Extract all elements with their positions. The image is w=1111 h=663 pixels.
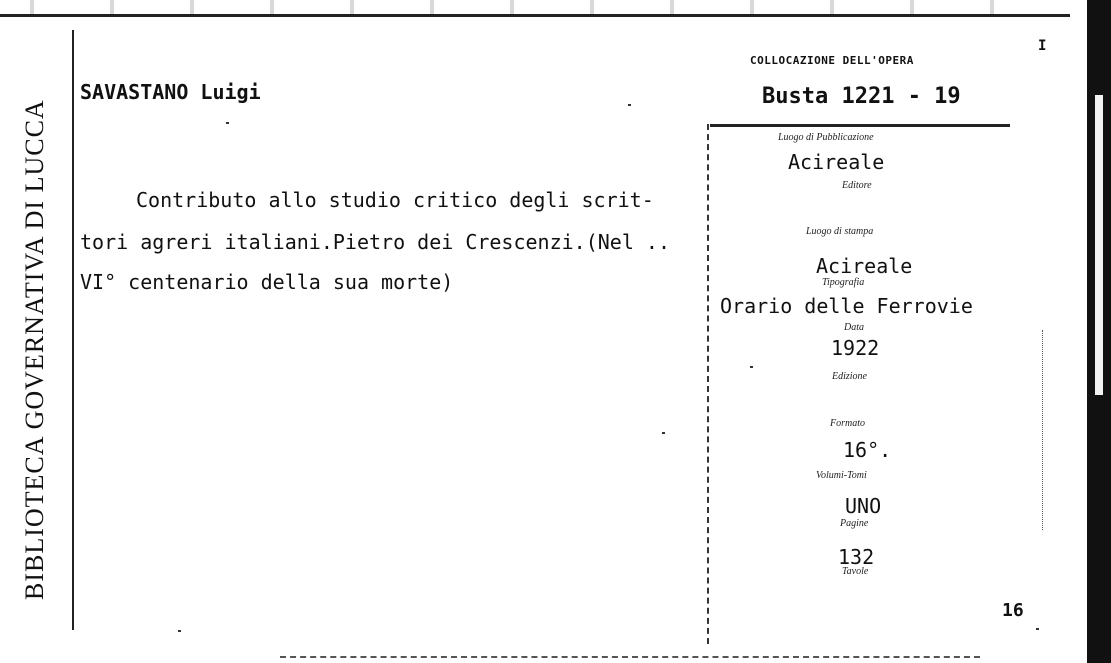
plates-label: Tavole xyxy=(842,566,869,577)
place-of-printing-label: Luogo di stampa xyxy=(806,226,874,237)
date-value: 1922 xyxy=(831,336,880,360)
edition-label: Edizione xyxy=(832,371,867,382)
date-label: Data xyxy=(844,322,864,333)
place-of-publication-value: Acireale xyxy=(788,150,885,174)
printer-label: Tipografia xyxy=(822,277,865,288)
collocation-label: COLLOCAZIONE DELL'OPERA xyxy=(750,54,914,67)
library-stamp: BIBLIOTECA GOVERNATIVA DI LUCCA xyxy=(20,99,49,600)
publication-info-top-rule xyxy=(710,124,1010,127)
bottom-dashed-rule xyxy=(280,656,980,658)
ink-speck xyxy=(226,122,229,124)
pages-value: 132 xyxy=(838,545,875,569)
ink-speck xyxy=(1036,628,1039,630)
place-of-printing-value: Acireale xyxy=(816,254,913,278)
publisher-label: Editore xyxy=(842,180,872,191)
card-right-edge-highlight xyxy=(1095,95,1103,395)
top-edge-scratch xyxy=(0,0,1070,17)
pages-label: Pagine xyxy=(840,518,869,529)
title-line-2: tori agreri italiani.Pietro dei Crescenzi.(Nel .. xyxy=(80,230,671,254)
title-line-3: VI° centenario della sua morte) xyxy=(80,270,454,294)
ink-speck xyxy=(178,630,181,632)
author-name: SAVASTANO Luigi xyxy=(80,80,261,104)
ink-speck xyxy=(750,366,753,368)
bottom-handwritten-mark: 16 xyxy=(1002,600,1024,621)
volumes-label: Volumi-Tomi xyxy=(816,470,867,481)
publication-info-right-rule xyxy=(1042,330,1043,530)
shelfmark: Busta 1221 - 19 xyxy=(762,84,961,109)
volumes-value: UNO xyxy=(845,494,882,518)
ink-speck xyxy=(662,432,665,434)
place-of-publication-label: Luogo di Pubblicazione xyxy=(778,132,874,143)
format-value: 16°. xyxy=(843,438,892,462)
page-mark: I xyxy=(1038,38,1047,54)
left-vertical-rule xyxy=(72,30,74,630)
format-label: Formato xyxy=(830,418,865,429)
printer-value: Orario delle Ferrovie xyxy=(720,294,973,318)
ink-speck xyxy=(628,104,631,106)
title-line-1: Contributo allo studio critico degli scrit- xyxy=(136,188,654,212)
